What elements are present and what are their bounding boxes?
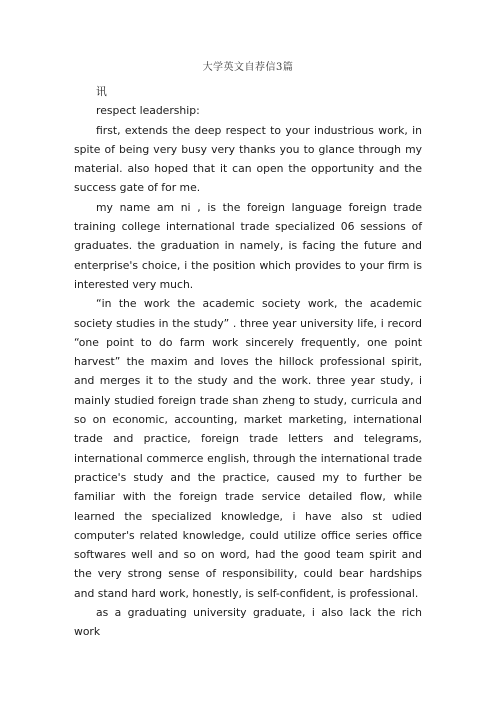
body-paragraph-introduction: my name am ni , is the foreign language foreign trade training college international trade specialized 06 sessions of graduates. the graduation in namely, is facing the future and enterprise's choice, i the position which provides to your firm is interested very much. <box>74 200 422 291</box>
body-paragraph-opening: first, extends the deep respect to your industrious work, in spite of being very busy very thanks you to glance through my material. also hoped that it can open the opportunity and the success gate of for me. <box>74 123 422 195</box>
body-paragraph-studies: “in the work the academic society work, the academic society studies in the study” . three year university life, i record “one point to do farm work sincerely frequently, one point harvest” the maxim and loves the hillock professional spirit, and merges it to the study and the work. three year study, i mainly studied foreign trade shan zheng to study, curricula and so on economic, accounting, market marketing, international trade and practice, foreign trade letters and telegrams, international commerce english, through the international trade practice's study and the practice, caused my to further be familiar with the foreign trade service detailed flow, while learned the specialized knowledge, i have also st udied computer's related knowledge, could utilize office series office softwares well and so on word, had the good team spirit and the very strong sense of responsibility, could bear hardships and stand hard work, honestly, is self-confident, is professional. <box>74 297 422 600</box>
letter-body <box>74 82 422 642</box>
body-paragraph-closing-start: as a graduating university graduate, i also lack the rich work <box>74 606 422 639</box>
salutation-line: respect leadership: <box>96 104 200 118</box>
salutation-fragment: 讯 <box>96 85 107 98</box>
page-header-title: 大学英文自荐信3篇 <box>202 62 294 73</box>
